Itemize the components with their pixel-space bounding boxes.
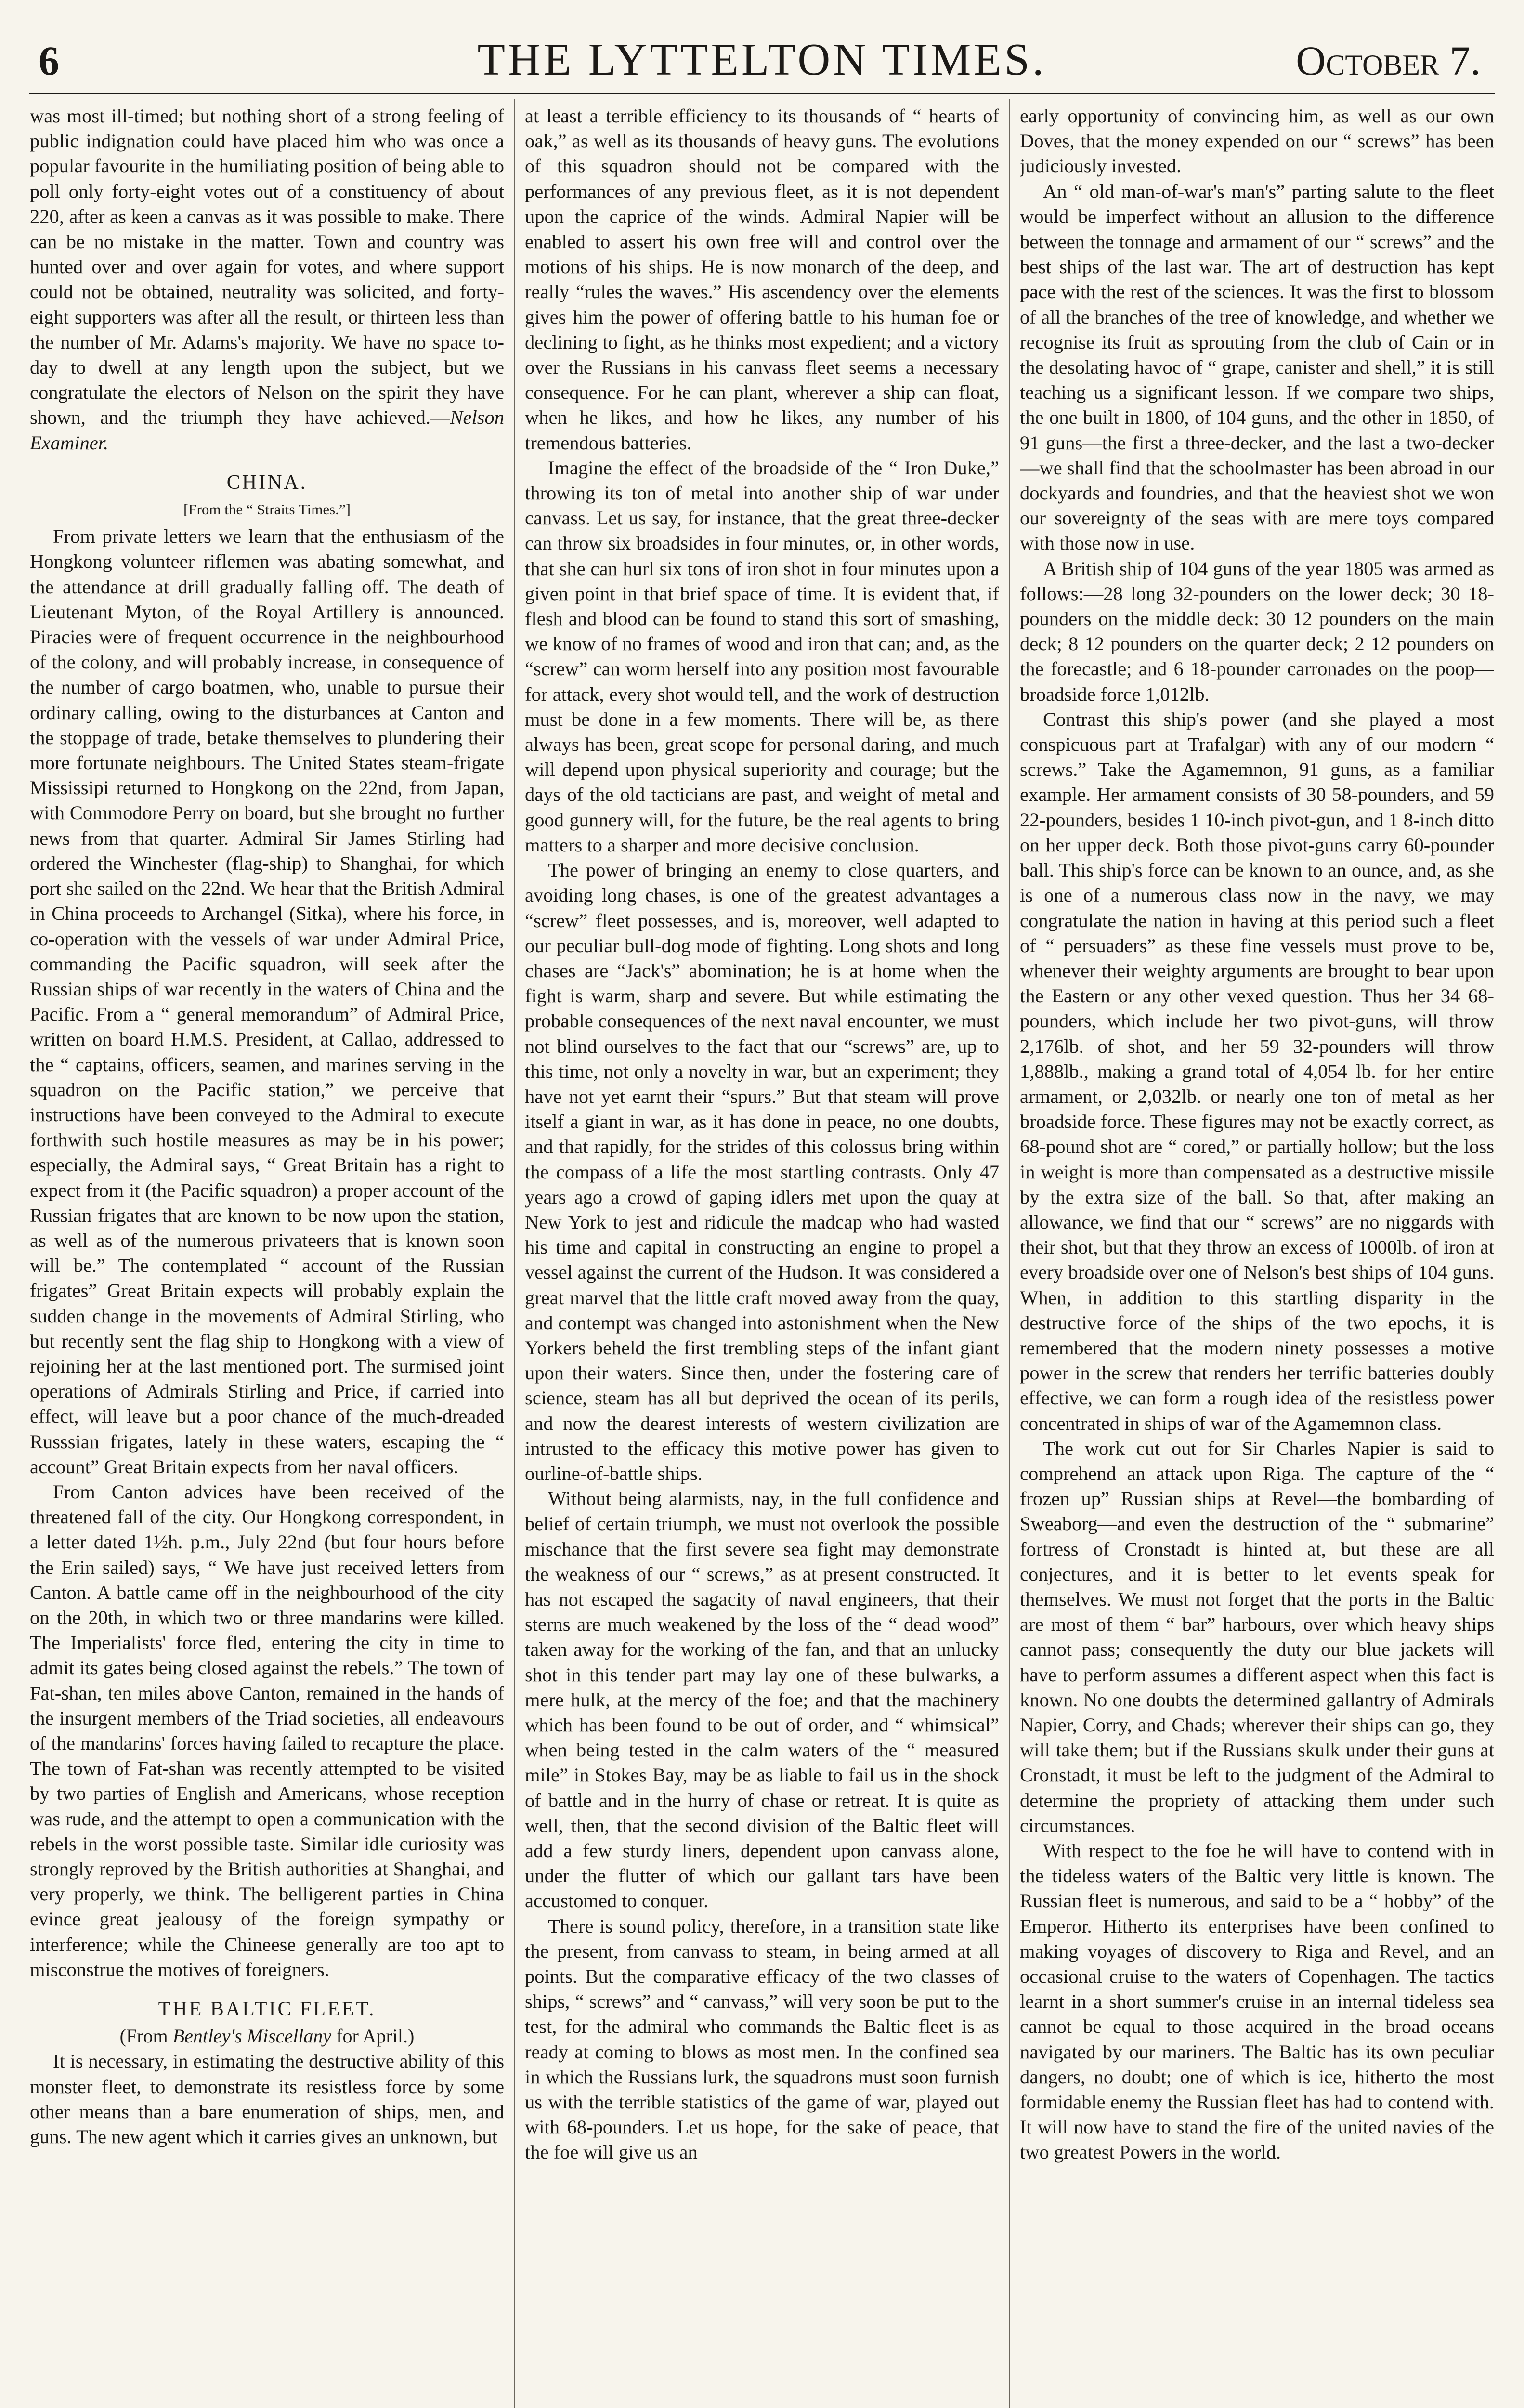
section-heading: CHINA. [226,471,308,494]
column-1 [30,104,504,2408]
column-2 [525,104,999,2408]
masthead [29,19,1495,92]
article-source: Nelson Examiner. [30,406,504,454]
column-divider [1009,99,1010,2408]
article-paragraph: An “ old man-of-war's man's” parting salute to the fleet would be imperfect without an allusion to the difference between the tonnage and armament of our “ screws” and the best ships of the last war. The art of destruction has kept pace with the rest of the sciences. It was the first to blossom of all the branches of the tree of knowledge, and whether we recognise its fruit as sprouting from the club of Cain or in the desolating havoc of “ grape, canister and shell,” it is still teaching us a significant lesson. If we compare two ships, the one built in 1800, of 104 guns, and the other in 1850, of 91 guns—the first a three-decker, and the last a two-decker—we shall find that the schoolmaster has been abroad in our dockyards and foundries, and that the heaviest shot we won our sovereignty of the seas with are mere toys compared with those now in use. [1020,180,1494,554]
article-paragraph: A British ship of 104 guns of the year 1805 was armed as follows:—28 long 32-pounders on the lower deck; 30 18-pounders on the middle deck: 30 12 pounders on the main deck; 8 12 pounders on the quarter deck; 2 12 pounders on the forecastle; and 6 18-pounder carronades on the poop—broadside force 1,012lb. [1020,557,1494,705]
article-paragraph: was most ill-timed; but nothing short of a strong feeling of public indignation could have placed him who was once a popular favourite in the humiliating position of being able to poll only forty-eight votes out of a constituency of about 220, after as keen a canvas as it was possible to make. There can be no mistake in the matter. Town and country was hunted over and over again for votes, and where support could not be obtained, neutrality was solicited, and forty-eight supporters was after all the result, or thirteen less than the number of Mr. Adams's majority. We have no space to-day to dwell at any length upon the subject, but we congratulate the electors of Nelson on the spirit they have shown, and the triumph they have achieved.—Nelson Examiner. [30,105,504,454]
article-paragraph: The power of bringing an enemy to close quarters, and avoiding long chases, is one of the greatest advantages a “screw” fleet possesses, and is, moreover, well adapted to our peculiar bull-dog mode of fighting. Long shots and long chases are “Jack's” abomination; he is at home when the fight is warm, sharp and severe. But while estimating the probable consequences of the next naval encounter, we must not blind ourselves to the fact that our “screws” are, up to this time, not only a novelty in war, but an experiment; they have not yet earnt their “spurs.” But that steam will prove itself a giant in war, as it has done in peace, no one doubts, and that rapidly, for the strides of this colossus bring within the compass of a life the most startling contrasts. Only 47 years ago a crowd of gaping idlers met upon the quay at New York to jest and ridicule the madcap who had wasted his time and capital in constructing an engine to propel a vessel against the current of the Hudson. It was considered a great marvel that the little craft moved away from the quay, and contempt was changed into astonishment when the New Yorkers beheld the first trembling steps of the infant giant upon their waters. Since then, under the fostering care of science, steam has all but deprived the ocean of its perils, and now the dearest interests of western civilization are intrusted to the efficacy this motive power has given to ourline-of-battle ships. [525,859,999,1484]
section-source: (From Bentley's Miscellany for April.) [119,2025,415,2047]
article-paragraph: There is sound policy, therefore, in a transition state like the present, from canvass to steam, in being armed at all points. But the comparative efficacy of the two classes of ships, “ screws” and “ canvass,” will very soon be put to the test, for the admiral who commands the Baltic fleet is as ready at coming to blows as most men. In the confined sea in which the Russians lurk, the squadrons must soon furnish us with the terrible statistics of the game of war, played out with 68-pounders. Let us hope, for the sake of peace, that the foe will give us an [525,1915,999,2163]
column-3 [1020,104,1494,2408]
article-paragraph: From Canton advices have been received of the threatened fall of the city. Our Hongkong correspondent, in a letter dated 1½h. p.m., July 22nd (but four hours before the Erin sailed) says, “ We have just received letters from Canton. A battle came off in the neighbourhood of the city on the 20th, in which two or three mandarins were killed. The Imperialists' force fled, entering the city in time to admit its gates being closed against the rebels.” The town of Fat-shan, ten miles above Canton, remained in the hands of the insurgent members of the Triad societies, all endeavours of the mandarins' forces having failed to recapture the place. The town of Fat-shan was recently attempted to be visited by two parties of English and Americans, whose reception was rude, and the attempt to open a communication with the rebels in the worst possible taste. Similar idle curiosity was strongly reproved by the British authorities at Shanghai, and very properly, we think. The belligerent parties in China evince great jealousy of the foreign sympathy or interference; while the Chineese generally are too apt to misconstrue the motives of foreigners. [30,1480,504,1980]
article-paragraph: Contrast this ship's power (and she played a most conspicuous part at Trafalgar) with any of our modern “ screws.” Take the Agamemnon, 91 guns, as a familiar example. Her armament consists of 30 58-pounders, and 59 22-pounders, besides 1 10-inch pivot-gun, and 1 8-inch ditto on her upper deck. Both those pivot-guns carry 60-pounder ball. This ship's force can be known to an ounce, and, as she is one of a numerous class now in the navy, we may congratulate the nation in having at this period such a fleet of “ persuaders” as these fine vessels must prove to be, whenever their weighty arguments are brought to bear upon the Eastern or any other vexed question. Thus her 34 68-pounders, which include her two pivot-guns, will throw 2,176lb. of shot, and her 59 32-pounders will throw 1,888lb., making a grand total of 4,054 lb. for her entire armament, or 2,032lb. or nearly one ton of metal as her broadside force. These figures may not be exactly correct, as 68-pound shot are “ cored,” or partially hollow; but the loss in weight is more than compensated as a destructive missile by the extra size of the ball. So that, after making an allowance, we find that our “ screws” are no niggards with their shot, but that they throw an excess of 1000lb. of iron at every broadside over one of Nelson's best ships of 104 guns. When, in addition to this startling disparity in the destructive force of the ships of the two epochs, it is remembered that the modern ninety possesses a motive power in the screw that renders her terrific batteries doubly effective, we can form a rough idea of the resistless power concentrated in ships of war of the Agamemnon class. [1020,708,1494,1434]
issue-date: October 7. [1296,38,1481,84]
article-paragraph: early opportunity of convincing him, as well as our own Doves, that the money expended on our “ screws” has been judiciously invested. [1020,105,1494,177]
article-paragraph: It is necessary, in estimating the destructive ability of this monster fleet, to demonstrate its resistless force by some other means than a bare enumeration of ships, men, and guns. The new agent which it carries gives an unknown, but [30,2050,504,2148]
article-paragraph: Without being alarmists, nay, in the full confidence and belief of certain triumph, we must not overlook the possible mischance that the first severe sea fight may demonstrate the weakness of our “ screws,” as at present constructed. It has not escaped the sagacity of naval engineers, that their sterns are much weakened by the loss of the “ dead wood” taken away for the working of the fan, and that an unlucky shot in this tender part may lay one of these bulwarks, a mere hulk, at the mercy of the foe; and that the machinery which has been found to be out of order, and “ whimsical” when being tested in the calm waters of the “ measured mile” in Stokes Bay, may be as liable to fail us in the shock of battle and in the hurry of chase or retreat. It is quite as well, then, that the second division of the Baltic fleet will add a few sturdy liners, dependent upon canvass alone, under the flutter of which our gallant tars have been accustomed to conquer. [525,1488,999,1912]
article-paragraph: From private letters we learn that the enthusiasm of the Hongkong volunteer riflemen was abating somewhat, and the attendance at drill gradually falling off. The death of Lieutenant Myton, of the Royal Artillery is announced. Piracies were of frequent occurrence in the neighbourhood of the colony, and will probably increase, in consequence of the number of cargo boatmen, who, unable to pursue their ordinary calling, owing to the disturbances at Canton and the stoppage of trade, betake themselves to plundering their more fortunate neighbours. The United States steam-frigate Mississipi returned to Hongkong on the 22nd, from Japan, with Commodore Perry on board, but she brought no further news from that quarter. Admiral Sir James Stirling had ordered the Winchester (flag-ship) to Shanghai, for which port she sailed on the 22nd. We hear that the British Admiral in China proceeds to Archangel (Sitka), where his force, in co-operation with the vessels of war under Admiral Price, commanding the Pacific squadron, will seek after the Russian ships of war recently in the waters of China and the Pacific. From a “ general memorandum” of Admiral Price, written on board H.M.S. President, at Callao, addressed to the “ captains, officers, seamen, and marines serving in the squadron on the Pacific station,” we perceive that instructions have been conveyed to the Admiral to execute forthwith such hostile measures as may be in his power; especially, the Admiral says, “ Great Britain has a right to expect from it (the Pacific squadron) a proper account of the Russian frigates that are known to be now upon the station, as well as of the numerous privateers that is known soon will be.” The contemplated “ account of the Russian frigates” Great Britain expects will probably explain the sudden change in the movements of Admiral Stirling, who but recently sent the flag ship to Hongkong with a view of rejoining her at the last mentioned port. The surmised joint operations of Admirals Stirling and Price, if carried into effect, will leave but a poor chance of the much-dreaded Russsian frigates, lately in these waters, escaping the “ account” Great Britain expects from her naval officers. [30,525,504,1478]
article-paragraph: With respect to the foe he will have to contend with in the tideless waters of the Baltic very little is known. The Russian fleet is numerous, and said to be a “ hobby” of the Emperor. Hitherto its enterprises have been confined to making voyages of discovery to Riga and Revel, and an occasional cruise to the waters of Copenhagen. The tactics learnt in a short summer's cruise in an internal tideless sea cannot be equal to those acquired in the broad oceans navigated by our mariners. The Baltic has its own peculiar dangers, no doubt; one of which is ice, hitherto the most formidable enemy the Russian fleet has had to contend with. It will now have to stand the fire of the united navies of the two greatest Powers in the world. [1020,1840,1494,2163]
page-number: 6 [39,38,59,84]
article-paragraph: at least a terrible efficiency to its thousands of “ hearts of oak,” as well as its thousands of heavy guns. The evolutions of this squadron should not be compared with the performances of any previous fleet, as it is not dependent upon the caprice of the winds. Admiral Napier will be enabled to assert his own free will and control over the motions of his ships. He is now monarch of the deep, and really “rules the waves.” His ascendency over the elements gives him the power of offering battle to his human foe or declining to fight, as he thinks most expedient; and a victory over the Russians in his canvass fleet seems a necessary consequence. For he can plant, wherever a ship can float, when he likes, and how he likes, any number of his tremendous batteries. [525,105,999,454]
column-divider [514,99,515,2408]
section-heading: THE BALTIC FLEET. [158,1998,376,2021]
newspaper-title: THE LYTTELTON TIMES. [477,35,1047,85]
masthead-rule [29,92,1495,94]
article-paragraph: Imagine the effect of the broadside of the “ Iron Duke,” throwing its ton of metal into another ship of war under canvass. Let us say, for instance, that the great three-decker can throw six broadsides in four minutes, or, in other words, that she can hurl six tons of iron shot in four minutes upon a given point in that brief space of time. It is evident that, if flesh and blood can be found to stand this sort of smashing, we know of no frames of wood and iron that can; and, as the “screw” can worm herself into any position most favourable for attack, every shot would tell, and the work of destruction must be done in a few moments. There will be, as there always has been, great scope for personal daring, and much will depend upon physical superiority and courage; but the days of the old tacticians are past, and weight of metal and good gunnery will, for the future, be the real agents to bring matters to a sharper and more decisive conclusion. [525,457,999,856]
article-paragraph: The work cut out for Sir Charles Napier is said to comprehend an attack upon Riga. The capture of the “ frozen up” Russian ships at Revel—the bombarding of Sweaborg—and even the destruction of the “ submarine” fortress of Cronstadt is hinted at, but these are all conjectures, and it is better to let events speak for themselves. We must not forget that the ports in the Baltic are most of them “ bar” harbours, over which heavy ships cannot pass; consequently the duty our blue jackets will have to perform assumes a different aspect when this fact is known. No one doubts the determined gallantry of Admirals Napier, Corry, and Chads; wherever their ships can go, they will take them; but if the Russians skulk under their guns at Cronstadt, it must be left to the judgment of the Admiral to determine the propriety of attacking them under such circumstances. [1020,1437,1494,1836]
section-source: [From the “ Straits Times.”] [183,501,351,518]
